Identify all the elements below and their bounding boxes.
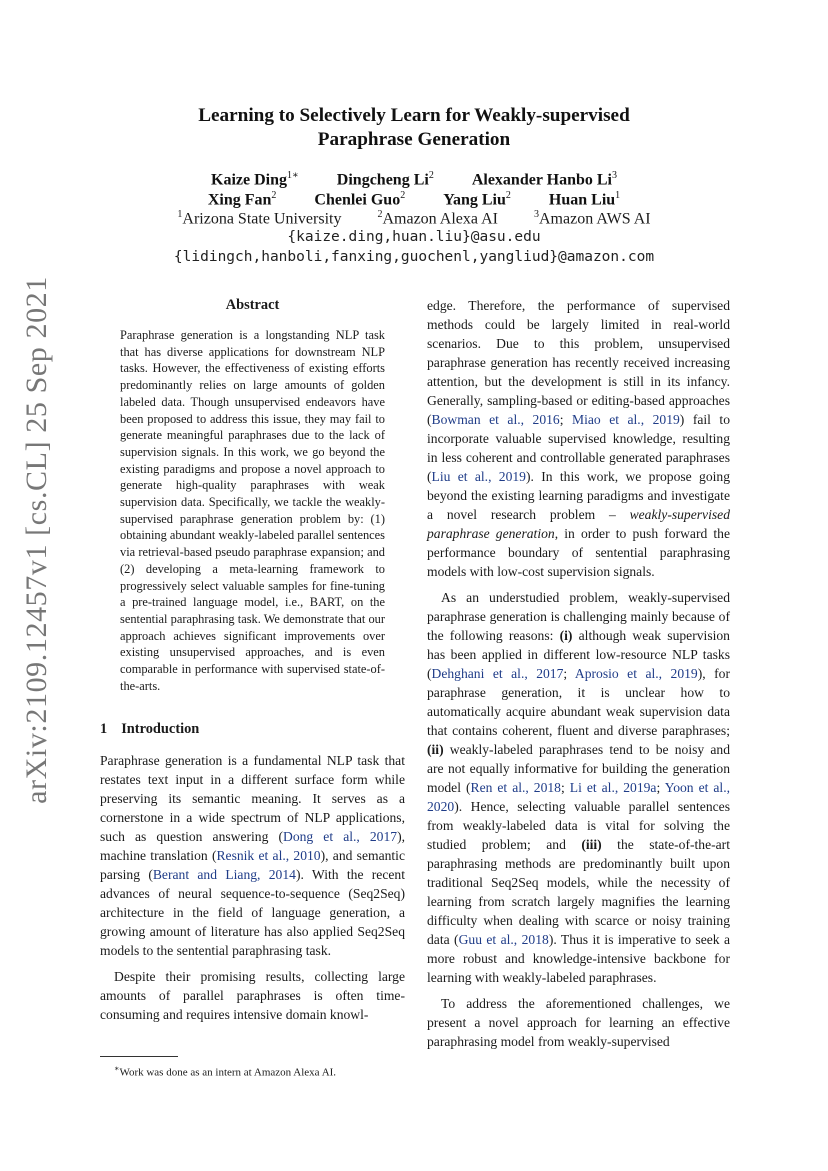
affiliations (100, 205, 728, 229)
section-heading (100, 720, 405, 739)
citation-link[interactable]: Li et al., 2019a (569, 780, 657, 795)
footnote: ∗Work was done as an intern at Amazon Alexa AI. (114, 1064, 337, 1079)
citation-link[interactable]: Liu et al., 2019 (431, 469, 526, 484)
email-asu: {kaize.ding,huan.liu}@asu.edu (287, 229, 541, 245)
abstract-heading: Abstract (225, 297, 280, 313)
citation-link[interactable]: Yoon et al., 2020 (427, 780, 731, 814)
author: Huan Liu$^1$ (548, 190, 621, 209)
citation-link[interactable]: Ren et al., 2018 (470, 780, 561, 795)
emphasized-term: weakly-supervised paraphrase generation (427, 507, 730, 541)
citation-link[interactable]: Dehghani et al., 2017 (431, 666, 564, 681)
author: Xing Fan$^2$ (207, 190, 277, 209)
citation-link[interactable]: Bowman et al., 2016 (431, 412, 560, 427)
arxiv-identifier-stamp (12, 160, 62, 920)
author: Dingcheng Li$^2$ (336, 170, 434, 189)
right-paragraph-2: As an understudied problem, weakly-supervised paraphrase generation is challenging mainly because of the following reasons: (i) although weak supervision has been applied in different low-resource NLP tasks (Dehghani et al., 2017; Aprosio et al., 2019), for paraphrase generation, it is unclear how to automatically acquire abundant weak supervision data that contains coherent, fluent and diverse paraphrases; (ii) weakly-labeled paraphrases tend to be noisy and are not equally informative for building the generation model (Ren et al., 2018; Li et al., 2019a; Yoon et al., 2020). Hence, selecting valuable parallel sentences from weakly-labeled data is vital for solving the studied problem; and (iii) the state-of-the-art paraphrasing methods are predominantly built upon traditional Seq2Seq models, while the necessity of learning from scratch largely magnifies the learning difficulty when dealing with scarce or noisy training data (Guu et al., 2018). Thus it is imperative to seek a more robust and knowledge-intensive backbone for learning with weakly-labeled paraphrases. (427, 590, 731, 985)
abstract-text: Paraphrase generation is a longstanding NLP task that has diverse applications for downstream NLP tasks. However, the effectiveness of existing efforts predominantly relies on large amounts of golden labeled data. Though unsupervised endeavors have been proposed to address this issue, they may fail to generate meaningful paraphrases due to the lack of supervision signals. In this work, we go beyond the existing paradigms and propose a novel approach to generate high-quality paraphrases with weak supervision data. Specifically, we tackle the weakly-supervised paraphrase generation problem by: (1) obtaining abundant weakly-labeled parallel sentences via retrieval-based pseudo paraphrase expansion; and (2) developing a meta-learning framework to progressively select valuable samples for fine-tuning a pre-trained language model, i.e., BART, on the sentential paraphrasing task. We demonstrate that our approach achieves significant improvements over existing unsupervised approaches, and is even comparable in performance with supervised state-of-the-arts. (120, 328, 385, 693)
affiliation: $^2$Amazon Alexa AI (377, 209, 498, 228)
title-line-1: Learning to Selectively Learn for Weakly-supervised (198, 105, 630, 126)
affiliation: $^3$Amazon AWS AI (534, 209, 651, 228)
affiliation: $^1$Arizona State University (177, 209, 342, 228)
author: Kaize Ding$^{1∗}$ (211, 170, 299, 189)
title-line-2: Paraphrase Generation (317, 129, 511, 150)
author: Alexander Hanbo Li$^3$ (471, 170, 617, 189)
right-paragraph-1: edge. Therefore, the performance of supervised methods could be largely limited in real-world scenarios. Due to this problem, unsupervised paraphrase generation has recently received increasing attention, but the development is still in its infancy. Generally, sampling-based or editing-based approaches (Bowman et al., 2016; Miao et al., 2019) fail to incorporate valuable supervised knowledge, resulting in less coherent and controllable generated paraphrases (Liu et al., 2019). In this work, we propose going beyond the existing learning paradigms and investigate a novel research problem – weakly-supervised paraphrase generation, in order to push forward the performance boundary of sentential paraphrasing models with low-cost supervision signals. (427, 298, 731, 579)
intro-paragraph-2: Despite their promising results, collecting large amounts of parallel paraphrases is often time-consuming and requires intensive domain knowl- (100, 969, 405, 1023)
section-title: Introduction (121, 721, 200, 738)
author: Chenlei Guo$^2$ (314, 190, 406, 209)
citation-link[interactable]: Miao et al., 2019 (572, 412, 680, 427)
right-paragraph-3: To address the aforementioned challenges, we present a novel approach for learning an effective paraphrasing model from weakly-supervised (427, 996, 730, 1049)
intro-paragraph-1: Paraphrase generation is a fundamental NLP task that restates text input in a different surface form while preserving its semantic meaning. It serves as a cornerstone in a wide spectrum of NLP applications, such as question answering (Dong et al., 2017), machine translation (Resnik et al., 2010), and semantic parsing (Berant and Liang, 2014). With the recent advances of neural sequence-to-sequence (Seq2Seq) architecture in the field of language generation, a growing amount of literature has also applied Seq2Seq models to the sentential paraphrasing task. (100, 753, 405, 959)
author: Yang Liu$^2$ (443, 190, 511, 209)
left-column (100, 296, 405, 1024)
citation-link[interactable]: Dong et al., 2017 (283, 829, 398, 845)
footnote-rule (100, 1056, 178, 1057)
citation-link[interactable]: Guu et al., 2018 (458, 932, 549, 947)
citation-link[interactable]: Aprosio et al., 2019 (574, 666, 698, 681)
citation-link[interactable]: Berant and Liang, 2014 (152, 867, 296, 883)
arxiv-stamp-text: arXiv:2109.12457v1 [cs.CL] 25 Sep 2021 (20, 276, 53, 804)
paper-title (100, 104, 728, 152)
right-column (427, 296, 730, 1051)
citation-link[interactable]: Resnik et al., 2010 (216, 848, 321, 864)
section-number: 1 (100, 721, 108, 738)
email-amazon: {lidingch,hanboli,fanxing,guochenl,yangliud}@amazon.com (173, 249, 655, 265)
